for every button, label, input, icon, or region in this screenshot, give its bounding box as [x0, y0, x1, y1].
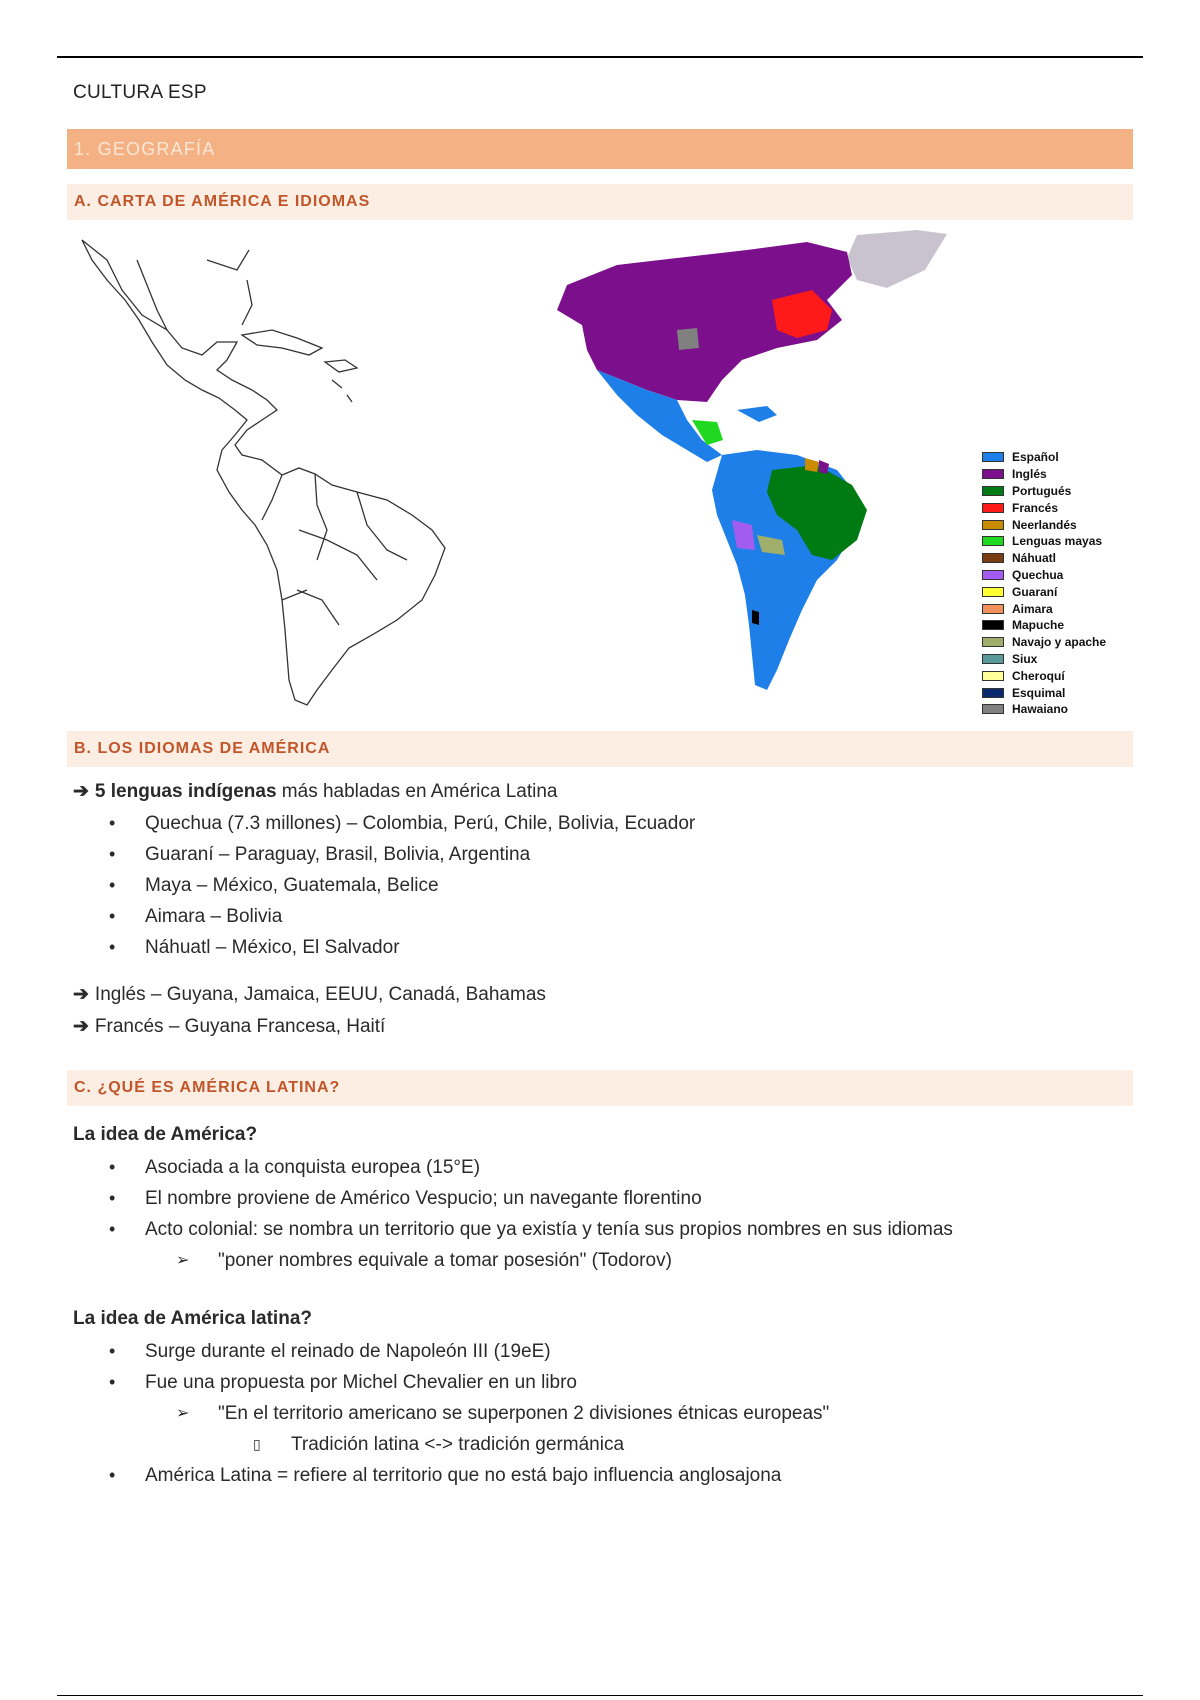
- legend-item: [982, 550, 1132, 567]
- legend-item: [982, 516, 1132, 533]
- list-item: • El nombre proviene de Américo Vespucio; un navegante florentino: [73, 1183, 1133, 1214]
- legend-label: Lenguas mayas: [1012, 534, 1103, 549]
- indigenous-heading: [73, 776, 1133, 808]
- list-item: • Guaraní – Paraguay, Brasil, Bolivia, Argentina: [73, 839, 1133, 870]
- legend-label: Neerlandés: [1012, 517, 1077, 532]
- legend-label: Esquimal: [1012, 685, 1066, 700]
- legend-swatch: [982, 536, 1004, 546]
- america-latina-block: [73, 1118, 1133, 1491]
- legend-item: [982, 583, 1132, 600]
- subheading-america-latina: C. ¿QUÉ ES AMÉRICA LATINA?: [67, 1070, 1133, 1106]
- legend-item: [982, 600, 1132, 617]
- top-rule: [57, 56, 1143, 58]
- indigenous-list: [73, 808, 1133, 963]
- tradition-line: [73, 1429, 1133, 1460]
- legend-label: Hawaiano: [1012, 702, 1069, 717]
- legend-swatch: [982, 688, 1004, 698]
- legend-item: [982, 567, 1132, 584]
- legend-swatch: [982, 553, 1004, 563]
- legend-label: Quechua: [1012, 567, 1064, 582]
- french-text: Francés – Guyana Francesa, Haití: [94, 1016, 386, 1037]
- legend-swatch: [982, 486, 1004, 496]
- legend-item: [982, 466, 1132, 483]
- legend-item: [982, 634, 1132, 651]
- list-item: • Náhuatl – México, El Salvador: [73, 932, 1133, 963]
- english-line: [73, 979, 1133, 1011]
- legend-item: [982, 449, 1132, 466]
- document-title: CULTURA ESP: [73, 82, 207, 103]
- indigenous-rest: más habladas en América Latina: [276, 781, 558, 802]
- legend-swatch: [982, 620, 1004, 630]
- legend-item: [982, 499, 1132, 516]
- legend-swatch: [982, 604, 1004, 614]
- legend-swatch: [982, 587, 1004, 597]
- legend-swatch: [982, 654, 1004, 664]
- legend-label: Francés: [1012, 500, 1059, 515]
- legend-item: [982, 701, 1132, 718]
- legend-label: Mapuche: [1012, 618, 1065, 633]
- legend-label: Español: [1012, 450, 1059, 465]
- arrow-icon: ➔: [73, 1016, 89, 1037]
- list-item: • Surge durante el reinado de Napoleón III (19eE): [73, 1336, 1133, 1367]
- list-item: • América Latina = refiere al territorio que no está bajo influencia anglosajona: [73, 1460, 1133, 1491]
- legend-item: [982, 684, 1132, 701]
- list-item: • Aimara – Bolivia: [73, 901, 1133, 932]
- languages-block: [73, 776, 1133, 1043]
- legend-swatch: [982, 671, 1004, 681]
- legend-label: Navajo y apache: [1012, 635, 1107, 650]
- arrow-icon: ➔: [73, 984, 89, 1005]
- maps-figure: [67, 230, 1133, 720]
- legend-item: [982, 617, 1132, 634]
- legend-item: [982, 533, 1132, 550]
- list-item: • Asociada a la conquista europea (15°E): [73, 1152, 1133, 1183]
- outline-map-image: [67, 230, 487, 710]
- legend-swatch: [982, 704, 1004, 714]
- idea-america-title: La idea de América?: [73, 1124, 258, 1145]
- list-item: • Maya – México, Guatemala, Belice: [73, 870, 1133, 901]
- legend-swatch: [982, 520, 1004, 530]
- arrowhead-icon: ➢: [176, 1252, 190, 1269]
- english-text: Inglés – Guyana, Jamaica, EEUU, Canadá, Bahamas: [94, 984, 546, 1005]
- legend-label: Aimara: [1012, 601, 1053, 616]
- language-map-image: [527, 230, 1027, 720]
- indigenous-bold: 5 lenguas indígenas: [94, 781, 277, 802]
- idea-latina-list-end: [73, 1460, 1133, 1491]
- chevalier-quote: [73, 1398, 1133, 1429]
- quote-text: "En el territorio americano se superponen 2 divisiones étnicas europeas": [218, 1403, 830, 1424]
- legend-swatch: [982, 570, 1004, 580]
- legend-label: Inglés: [1012, 467, 1047, 482]
- list-item: • Quechua (7.3 millones) – Colombia, Perú, Chile, Bolivia, Ecuador: [73, 808, 1133, 839]
- legend-item: [982, 483, 1132, 500]
- legend-item: [982, 651, 1132, 668]
- legend-label: Náhuatl: [1012, 551, 1057, 566]
- language-legend: [982, 449, 1132, 718]
- idea-latina-list: [73, 1336, 1133, 1398]
- list-item: • Acto colonial: se nombra un territorio que ya existía y tenía sus propios nombres en sus idiomas: [73, 1214, 1133, 1245]
- todorov-quote: [73, 1245, 1133, 1276]
- legend-swatch: [982, 452, 1004, 462]
- legend-label: Siux: [1012, 651, 1038, 666]
- legend-swatch: [982, 469, 1004, 479]
- idea-america-list: [73, 1152, 1133, 1245]
- subheading-carta: A. CARTA DE AMÉRICA E IDIOMAS: [67, 184, 1133, 220]
- legend-swatch: [982, 503, 1004, 513]
- missing-glyph-icon: ▯: [253, 1436, 261, 1452]
- legend-item: [982, 667, 1132, 684]
- bottom-rule: [57, 1695, 1143, 1696]
- legend-swatch: [982, 637, 1004, 647]
- tradition-text: Tradición latina <-> tradición germánica: [291, 1434, 625, 1455]
- french-line: [73, 1011, 1133, 1043]
- legend-label: Portugués: [1012, 483, 1072, 498]
- legend-label: Guaraní: [1012, 584, 1058, 599]
- section-heading-geografia: 1. GEOGRAFÍA: [67, 129, 1133, 169]
- arrowhead-icon: ➢: [176, 1405, 190, 1422]
- list-item: • Fue una propuesta por Michel Chevalier en un libro: [73, 1367, 1133, 1398]
- subheading-idiomas: B. LOS IDIOMAS DE AMÉRICA: [67, 731, 1133, 767]
- arrow-icon: ➔: [73, 781, 89, 802]
- idea-latina-title: La idea de América latina?: [73, 1308, 312, 1329]
- legend-label: Cheroquí: [1012, 668, 1065, 683]
- quote-text: "poner nombres equivale a tomar posesión" (Todorov): [218, 1250, 672, 1271]
